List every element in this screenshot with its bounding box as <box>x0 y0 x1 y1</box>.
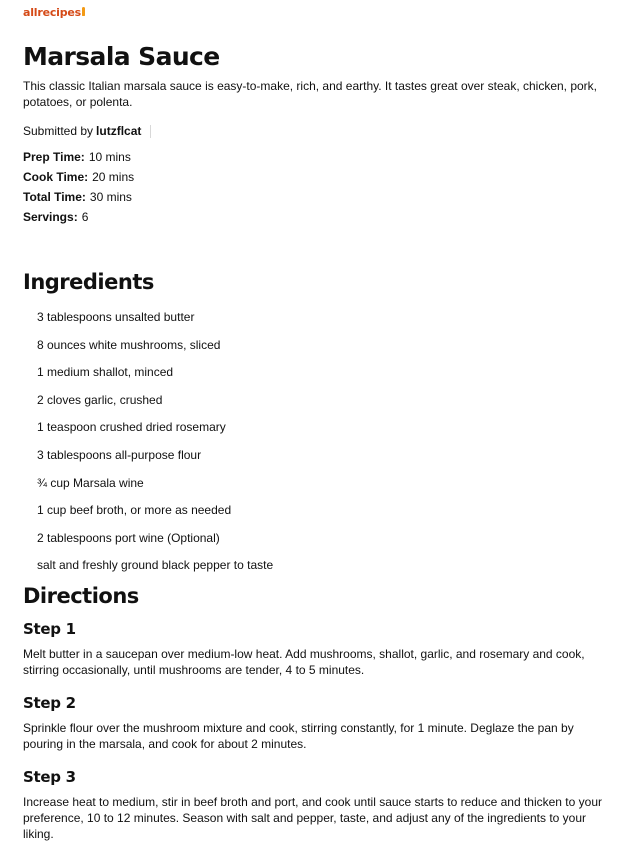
step-text: Sprinkle flour over the mushroom mixture and cook, stirring constantly, for 1 minute. Deglaze the pan by pouring in the marsala, and cook for about 2 minutes. <box>23 721 574 751</box>
step-title: Step 1 <box>23 620 76 638</box>
ingredient-item: 3 tablespoons unsalted butter <box>37 310 195 324</box>
meta-value: 20 mins <box>92 170 135 184</box>
logo-text: allrecipes <box>23 6 82 19</box>
ingredient-item: 3 tablespoons all-purpose flour <box>37 447 202 462</box>
ingredients-list <box>37 310 273 586</box>
meta-label: Prep Time: <box>23 150 85 164</box>
allrecipes-logo[interactable] <box>23 6 85 22</box>
ingredient-item: 1 teaspoon crushed dried rosemary <box>37 420 226 435</box>
byline-prefix: Submitted by <box>23 124 94 138</box>
meta-servings <box>23 210 134 230</box>
recipe-title: Marsala Sauce <box>23 42 220 71</box>
recipe-meta <box>23 150 134 230</box>
ingredient-item: salt and freshly ground black pepper to taste <box>37 558 274 573</box>
meta-label: Total Time: <box>23 190 86 204</box>
meta-value: 10 mins <box>88 150 131 164</box>
step-text: Increase heat to medium, stir in beef broth and port, and cook until sauce starts to reduce and thicken to your preference, 10 to 12 minutes. Season with salt and pepper, taste, and adjust any of the ingredients to your liking. <box>23 795 602 841</box>
meta-value: 6 <box>81 210 89 224</box>
step-text: Melt butter in a saucepan over medium-low heat. Add mushrooms, shallot, garlic, and rosemary and cook, stirring occasionally, until mushrooms are tender, 4 to 5 minutes. <box>23 647 585 677</box>
step-title: Step 3 <box>23 768 76 786</box>
spoon-icon <box>82 7 85 16</box>
ingredient-item: 1 cup beef broth, or more as needed <box>37 503 232 518</box>
meta-prep-time <box>23 150 134 170</box>
byline <box>23 124 151 138</box>
ingredient-item: ¾ cup Marsala wine <box>37 475 144 490</box>
meta-label: Cook Time: <box>23 170 89 184</box>
step-title: Step 2 <box>23 694 76 712</box>
ingredient-item: 2 cloves garlic, crushed <box>37 392 163 407</box>
ingredient-item: 1 medium shallot, minced <box>37 365 174 380</box>
meta-value: 30 mins <box>89 190 132 204</box>
directions-heading: Directions <box>23 584 139 608</box>
ingredient-item: 2 tablespoons port wine (Optional) <box>37 530 220 545</box>
byline-divider <box>150 125 151 138</box>
ingredients-heading: Ingredients <box>23 270 154 294</box>
meta-label: Servings: <box>23 210 78 224</box>
meta-cook-time <box>23 170 134 190</box>
recipe-description: This classic Italian marsala sauce is easy-to-make, rich, and earthy. It tastes great over steak, chicken, pork, potatoes, or polenta. <box>23 79 598 109</box>
author-name[interactable]: lutzflcat <box>96 124 142 138</box>
meta-total-time <box>23 190 134 210</box>
ingredient-item: 8 ounces white mushrooms, sliced <box>37 337 221 352</box>
